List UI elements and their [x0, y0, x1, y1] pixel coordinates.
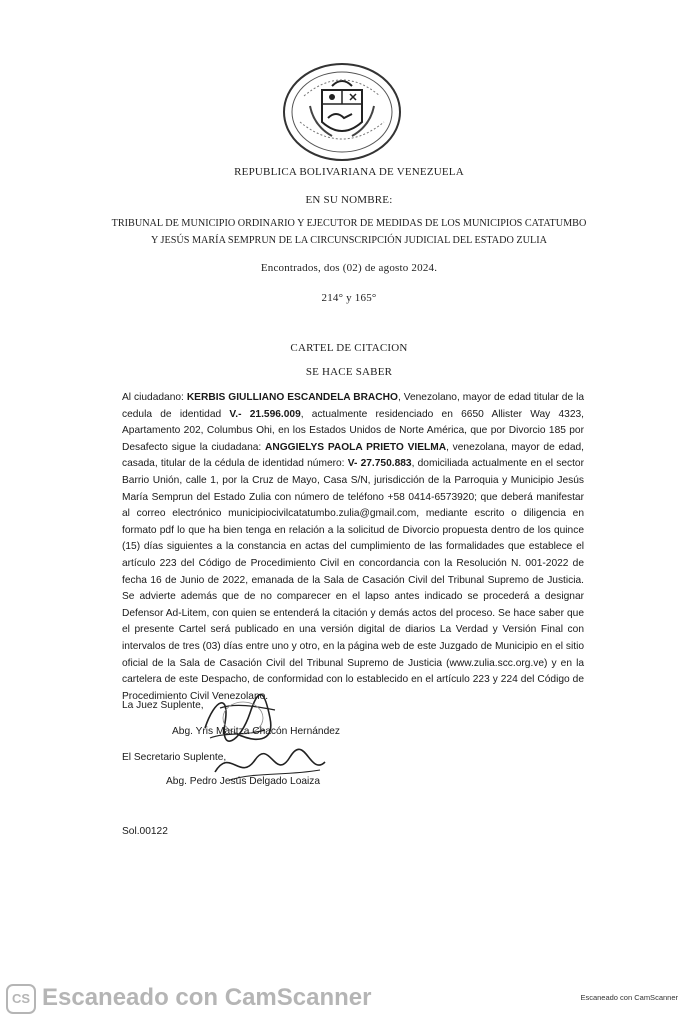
- date-line: Encontrados, dos (02) de agosto 2024.: [260, 262, 438, 274]
- judge-name: Abg. Yris Maritza Chacón Hernández: [172, 726, 340, 737]
- judge-signature-icon: [195, 688, 285, 750]
- citation-body: [122, 390, 584, 705]
- coat-of-arms-seal-icon: [280, 60, 405, 165]
- document-title: CARTEL DE CITACION: [290, 342, 408, 354]
- reference-number: Sol.00122: [122, 826, 168, 837]
- body-text: , Venezolano, mayor de edad titular de la cedula de identidad: [122, 392, 584, 420]
- scanner-watermark-bar: [0, 982, 420, 1018]
- scanner-watermark-small: Escaneado con CamScanner: [580, 993, 678, 1002]
- body-text: Al ciudadano:: [122, 392, 187, 403]
- tribunal-heading: TRIBUNAL DE MUNICIPIO ORDINARIO Y EJECUTOR DE MEDIDAS DE LOS MUNICIPIOS CATATUMBO Y JESÚS MARÍA SEMPRUN DE LA CIRCUNSCRIPCIÓN JUDICIAL DEL ESTADO ZULIA: [111, 218, 587, 246]
- camscanner-logo-icon: CS: [6, 984, 36, 1014]
- judge-role: La Juez Suplente,: [122, 700, 204, 711]
- plaintiff-name: ANGGIELYS PAOLA PRIETO VIELMA: [265, 441, 447, 453]
- body-text: , domiciliada actualmente en el sector Barrio Unión, calle 1, por la Cruz de Mayo, Casa S/N, jurisdicción de la Parroquia y Municipio Jesús María Semprun del Estado Zulia con número de teléfono +58 0414-6573920; que deberá manifestar al correo electrónico municipiocivilcatatumbo.zulia@gmail.com, mediante escrito o diligencia en formato pdf lo que ha bien tenga en relación a la solicitud de Divorcio propuesta dentro de los quince (15) días siguientes a la constancia en actas del cumplimiento de las formalidades que establece el artículo 223 del Código de Procedimiento Civil en concordancia con la Resolución N. 001-2022 de fecha 16 de Junio de 2022, emanada de la Sala de Casación Civil del Tribunal Supremo de Justicia. Se advierte además que de no comparecer en el lapso antes indicado se procederá a designar Defensor Ad-Litem, con quien se entenderá la citación y demás actos del proceso. Se hace saber que el presente Cartel será publicado en una versión digital de diarios La Verdad y Versión Final con intervalos de tres (03) días entre uno y otro, en la página web de este Juzgado de Municipio en el sitio oficial de la Sala de Casación Civil del Tribunal Supremo de Justicia (www.zulia.scc.org.ve) y en la cartelera de este Despacho, de conformidad con lo establecido en el artículo 223 y 224 del Código de Procedimiento Civil Venezolano.: [122, 458, 584, 702]
- scanner-watermark-large: Escaneado con CamScanner: [42, 984, 372, 1011]
- plaintiff-id: V- 27.750.883: [347, 458, 412, 470]
- defendant-id: V.- 21.596.009: [229, 408, 301, 420]
- defendant-name: KERBIS GIULLIANO ESCANDELA BRACHO: [186, 392, 398, 403]
- body-text: , venezolana, mayor de edad, casada, titular de la cédula de identidad número:: [122, 441, 584, 470]
- years-line: 214° y 165°: [321, 292, 377, 304]
- secretary-role: El Secretario Suplente,: [122, 752, 227, 763]
- document-subtitle: SE HACE SABER: [305, 366, 393, 378]
- in-name-heading: EN SU NOMBRE:: [305, 194, 393, 206]
- secretary-name: Abg. Pedro Jesús Delgado Loaiza: [166, 776, 321, 787]
- country-heading: REPUBLICA BOLIVARIANA DE VENEZUELA: [234, 166, 464, 178]
- body-text: , actualmente residenciado en 6650 Allister Way 4323, Apartamento 202, Columbus Ohi, en los Estados Unidos de Norte América, que por Divorcio 185 por Desafecto sigue la ciudadana:: [122, 408, 584, 453]
